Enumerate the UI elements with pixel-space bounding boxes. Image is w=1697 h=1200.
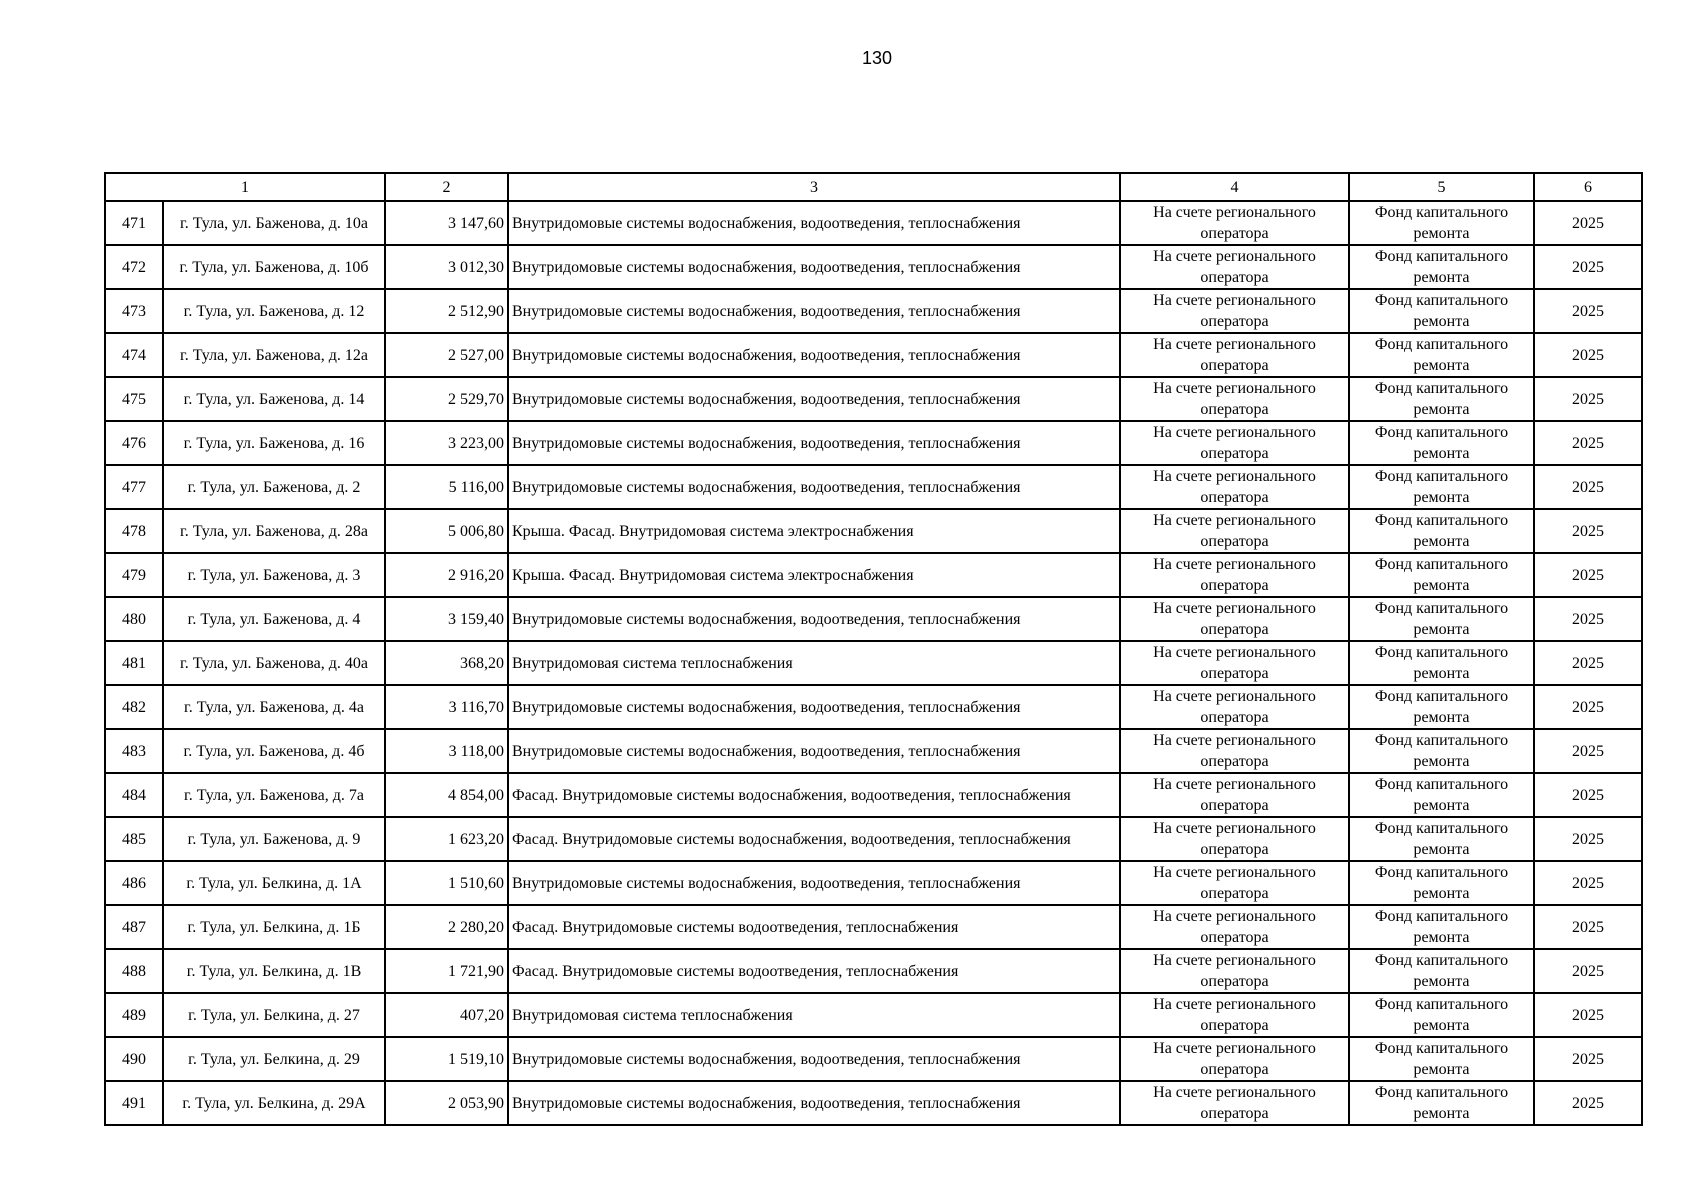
works-cell: Фасад. Внутридомовые системы водоснабжения, водоотведения, теплоснабжения	[508, 817, 1120, 861]
fund-cell: Фонд капитального ремонта	[1349, 1037, 1534, 1081]
fund-cell: Фонд капитального ремонта	[1349, 641, 1534, 685]
header-col-2: 2	[385, 173, 508, 201]
area-cell: 2 527,00	[385, 333, 508, 377]
year-cell: 2025	[1534, 1081, 1642, 1125]
table-row	[105, 773, 1642, 817]
works-cell: Внутридомовые системы водоснабжения, водоотведения, теплоснабжения	[508, 289, 1120, 333]
address-cell: г. Тула, ул. Баженова, д. 28а	[163, 509, 385, 553]
row-number: 475	[105, 377, 163, 421]
table-row	[105, 553, 1642, 597]
address-cell: г. Тула, ул. Баженова, д. 9	[163, 817, 385, 861]
fund-cell: Фонд капитального ремонта	[1349, 553, 1534, 597]
works-cell: Крыша. Фасад. Внутридомовая система электроснабжения	[508, 509, 1120, 553]
area-cell: 1 519,10	[385, 1037, 508, 1081]
account-cell: На счете регионального оператора	[1120, 993, 1349, 1037]
works-cell: Внутридомовые системы водоснабжения, водоотведения, теплоснабжения	[508, 377, 1120, 421]
account-cell: На счете регионального оператора	[1120, 949, 1349, 993]
area-cell: 5 116,00	[385, 465, 508, 509]
header-col-4: 4	[1120, 173, 1349, 201]
row-number: 490	[105, 1037, 163, 1081]
fund-cell: Фонд капитального ремонта	[1349, 201, 1534, 245]
fund-cell: Фонд капитального ремонта	[1349, 289, 1534, 333]
area-cell: 1 721,90	[385, 949, 508, 993]
works-cell: Крыша. Фасад. Внутридомовая система электроснабжения	[508, 553, 1120, 597]
header-col-3: 3	[508, 173, 1120, 201]
table-row	[105, 729, 1642, 773]
table-row	[105, 685, 1642, 729]
account-cell: На счете регионального оператора	[1120, 553, 1349, 597]
row-number: 482	[105, 685, 163, 729]
works-cell: Внутридомовые системы водоснабжения, водоотведения, теплоснабжения	[508, 1081, 1120, 1125]
area-cell: 2 053,90	[385, 1081, 508, 1125]
account-cell: На счете регионального оператора	[1120, 377, 1349, 421]
account-cell: На счете регионального оператора	[1120, 333, 1349, 377]
account-cell: На счете регионального оператора	[1120, 289, 1349, 333]
table-row	[105, 1037, 1642, 1081]
row-number: 478	[105, 509, 163, 553]
address-cell: г. Тула, ул. Белкина, д. 29А	[163, 1081, 385, 1125]
year-cell: 2025	[1534, 333, 1642, 377]
fund-cell: Фонд капитального ремонта	[1349, 465, 1534, 509]
page-number: 130	[861, 48, 893, 68]
year-cell: 2025	[1534, 729, 1642, 773]
works-cell: Внутридомовая система теплоснабжения	[508, 993, 1120, 1037]
fund-cell: Фонд капитального ремонта	[1349, 861, 1534, 905]
area-cell: 5 006,80	[385, 509, 508, 553]
year-cell: 2025	[1534, 949, 1642, 993]
year-cell: 2025	[1534, 1037, 1642, 1081]
address-cell: г. Тула, ул. Баженова, д. 14	[163, 377, 385, 421]
account-cell: На счете регионального оператора	[1120, 509, 1349, 553]
table-row	[105, 993, 1642, 1037]
table-row	[105, 817, 1642, 861]
fund-cell: Фонд капитального ремонта	[1349, 1081, 1534, 1125]
row-number: 480	[105, 597, 163, 641]
address-cell: г. Тула, ул. Баженова, д. 16	[163, 421, 385, 465]
row-number: 471	[105, 201, 163, 245]
year-cell: 2025	[1534, 245, 1642, 289]
year-cell: 2025	[1534, 817, 1642, 861]
address-cell: г. Тула, ул. Баженова, д. 4б	[163, 729, 385, 773]
account-cell: На счете регионального оператора	[1120, 729, 1349, 773]
row-number: 481	[105, 641, 163, 685]
works-cell: Внутридомовые системы водоснабжения, водоотведения, теплоснабжения	[508, 729, 1120, 773]
account-cell: На счете регионального оператора	[1120, 465, 1349, 509]
area-cell: 4 854,00	[385, 773, 508, 817]
address-cell: г. Тула, ул. Белкина, д. 27	[163, 993, 385, 1037]
fund-cell: Фонд капитального ремонта	[1349, 905, 1534, 949]
account-cell: На счете регионального оператора	[1120, 685, 1349, 729]
fund-cell: Фонд капитального ремонта	[1349, 729, 1534, 773]
account-cell: На счете регионального оператора	[1120, 905, 1349, 949]
area-cell: 407,20	[385, 993, 508, 1037]
fund-cell: Фонд капитального ремонта	[1349, 949, 1534, 993]
works-cell: Внутридомовые системы водоснабжения, водоотведения, теплоснабжения	[508, 597, 1120, 641]
works-cell: Внутридомовая система теплоснабжения	[508, 641, 1120, 685]
table-row	[105, 509, 1642, 553]
row-number: 473	[105, 289, 163, 333]
address-cell: г. Тула, ул. Баженова, д. 4а	[163, 685, 385, 729]
year-cell: 2025	[1534, 553, 1642, 597]
header-col-5: 5	[1349, 173, 1534, 201]
address-cell: г. Тула, ул. Баженова, д. 7а	[163, 773, 385, 817]
table-header-row	[105, 173, 1642, 201]
area-cell: 3 223,00	[385, 421, 508, 465]
area-cell: 2 529,70	[385, 377, 508, 421]
table-row	[105, 1081, 1642, 1125]
table-row	[105, 333, 1642, 377]
area-cell: 2 916,20	[385, 553, 508, 597]
address-cell: г. Тула, ул. Баженова, д. 12	[163, 289, 385, 333]
row-number: 472	[105, 245, 163, 289]
works-cell: Внутридомовые системы водоснабжения, водоотведения, теплоснабжения	[508, 201, 1120, 245]
table-row	[105, 245, 1642, 289]
year-cell: 2025	[1534, 861, 1642, 905]
works-cell: Внутридомовые системы водоснабжения, водоотведения, теплоснабжения	[508, 861, 1120, 905]
row-number: 476	[105, 421, 163, 465]
works-cell: Внутридомовые системы водоснабжения, водоотведения, теплоснабжения	[508, 1037, 1120, 1081]
fund-cell: Фонд капитального ремонта	[1349, 597, 1534, 641]
year-cell: 2025	[1534, 465, 1642, 509]
address-cell: г. Тула, ул. Баженова, д. 10б	[163, 245, 385, 289]
year-cell: 2025	[1534, 773, 1642, 817]
header-col-6: 6	[1534, 173, 1642, 201]
row-number: 486	[105, 861, 163, 905]
table-row	[105, 421, 1642, 465]
address-cell: г. Тула, ул. Баженова, д. 2	[163, 465, 385, 509]
fund-cell: Фонд капитального ремонта	[1349, 993, 1534, 1037]
fund-cell: Фонд капитального ремонта	[1349, 773, 1534, 817]
account-cell: На счете регионального оператора	[1120, 817, 1349, 861]
year-cell: 2025	[1534, 509, 1642, 553]
address-cell: г. Тула, ул. Белкина, д. 29	[163, 1037, 385, 1081]
works-cell: Внутридомовые системы водоснабжения, водоотведения, теплоснабжения	[508, 245, 1120, 289]
table-row	[105, 861, 1642, 905]
account-cell: На счете регионального оператора	[1120, 201, 1349, 245]
works-cell: Внутридомовые системы водоснабжения, водоотведения, теплоснабжения	[508, 421, 1120, 465]
fund-cell: Фонд капитального ремонта	[1349, 377, 1534, 421]
row-number: 487	[105, 905, 163, 949]
table-row	[105, 949, 1642, 993]
works-cell: Внутридомовые системы водоснабжения, водоотведения, теплоснабжения	[508, 333, 1120, 377]
area-cell: 3 116,70	[385, 685, 508, 729]
account-cell: На счете регионального оператора	[1120, 245, 1349, 289]
area-cell: 3 147,60	[385, 201, 508, 245]
works-cell: Фасад. Внутридомовые системы водоотведения, теплоснабжения	[508, 905, 1120, 949]
account-cell: На счете регионального оператора	[1120, 1037, 1349, 1081]
year-cell: 2025	[1534, 377, 1642, 421]
fund-cell: Фонд капитального ремонта	[1349, 245, 1534, 289]
address-cell: г. Тула, ул. Белкина, д. 1А	[163, 861, 385, 905]
address-cell: г. Тула, ул. Белкина, д. 1Б	[163, 905, 385, 949]
area-cell: 3 012,30	[385, 245, 508, 289]
table-row	[105, 289, 1642, 333]
year-cell: 2025	[1534, 685, 1642, 729]
table-row	[105, 597, 1642, 641]
table-body	[105, 201, 1642, 1125]
year-cell: 2025	[1534, 993, 1642, 1037]
table-row	[105, 641, 1642, 685]
table-row	[105, 465, 1642, 509]
address-cell: г. Тула, ул. Баженова, д. 12а	[163, 333, 385, 377]
year-cell: 2025	[1534, 201, 1642, 245]
address-cell: г. Тула, ул. Баженова, д. 3	[163, 553, 385, 597]
area-cell: 2 280,20	[385, 905, 508, 949]
table-row	[105, 201, 1642, 245]
address-cell: г. Тула, ул. Баженова, д. 10а	[163, 201, 385, 245]
fund-cell: Фонд капитального ремонта	[1349, 509, 1534, 553]
row-number: 484	[105, 773, 163, 817]
year-cell: 2025	[1534, 905, 1642, 949]
account-cell: На счете регионального оператора	[1120, 597, 1349, 641]
header-col-1: 1	[105, 173, 385, 201]
account-cell: На счете регионального оператора	[1120, 641, 1349, 685]
area-cell: 2 512,90	[385, 289, 508, 333]
repair-register-table	[104, 172, 1643, 1126]
row-number: 491	[105, 1081, 163, 1125]
table-row	[105, 905, 1642, 949]
row-number: 488	[105, 949, 163, 993]
account-cell: На счете регионального оператора	[1120, 421, 1349, 465]
row-number: 489	[105, 993, 163, 1037]
row-number: 477	[105, 465, 163, 509]
address-cell: г. Тула, ул. Баженова, д. 40а	[163, 641, 385, 685]
fund-cell: Фонд капитального ремонта	[1349, 817, 1534, 861]
works-cell: Внутридомовые системы водоснабжения, водоотведения, теплоснабжения	[508, 465, 1120, 509]
year-cell: 2025	[1534, 597, 1642, 641]
row-number: 479	[105, 553, 163, 597]
year-cell: 2025	[1534, 421, 1642, 465]
fund-cell: Фонд капитального ремонта	[1349, 333, 1534, 377]
table-row	[105, 377, 1642, 421]
area-cell: 3 159,40	[385, 597, 508, 641]
works-cell: Фасад. Внутридомовые системы водоотведения, теплоснабжения	[508, 949, 1120, 993]
address-cell: г. Тула, ул. Белкина, д. 1В	[163, 949, 385, 993]
year-cell: 2025	[1534, 289, 1642, 333]
works-cell: Фасад. Внутридомовые системы водоснабжения, водоотведения, теплоснабжения	[508, 773, 1120, 817]
fund-cell: Фонд капитального ремонта	[1349, 421, 1534, 465]
account-cell: На счете регионального оператора	[1120, 773, 1349, 817]
area-cell: 3 118,00	[385, 729, 508, 773]
address-cell: г. Тула, ул. Баженова, д. 4	[163, 597, 385, 641]
row-number: 474	[105, 333, 163, 377]
area-cell: 1 510,60	[385, 861, 508, 905]
account-cell: На счете регионального оператора	[1120, 861, 1349, 905]
row-number: 483	[105, 729, 163, 773]
row-number: 485	[105, 817, 163, 861]
fund-cell: Фонд капитального ремонта	[1349, 685, 1534, 729]
works-cell: Внутридомовые системы водоснабжения, водоотведения, теплоснабжения	[508, 685, 1120, 729]
year-cell: 2025	[1534, 641, 1642, 685]
area-cell: 1 623,20	[385, 817, 508, 861]
account-cell: На счете регионального оператора	[1120, 1081, 1349, 1125]
area-cell: 368,20	[385, 641, 508, 685]
